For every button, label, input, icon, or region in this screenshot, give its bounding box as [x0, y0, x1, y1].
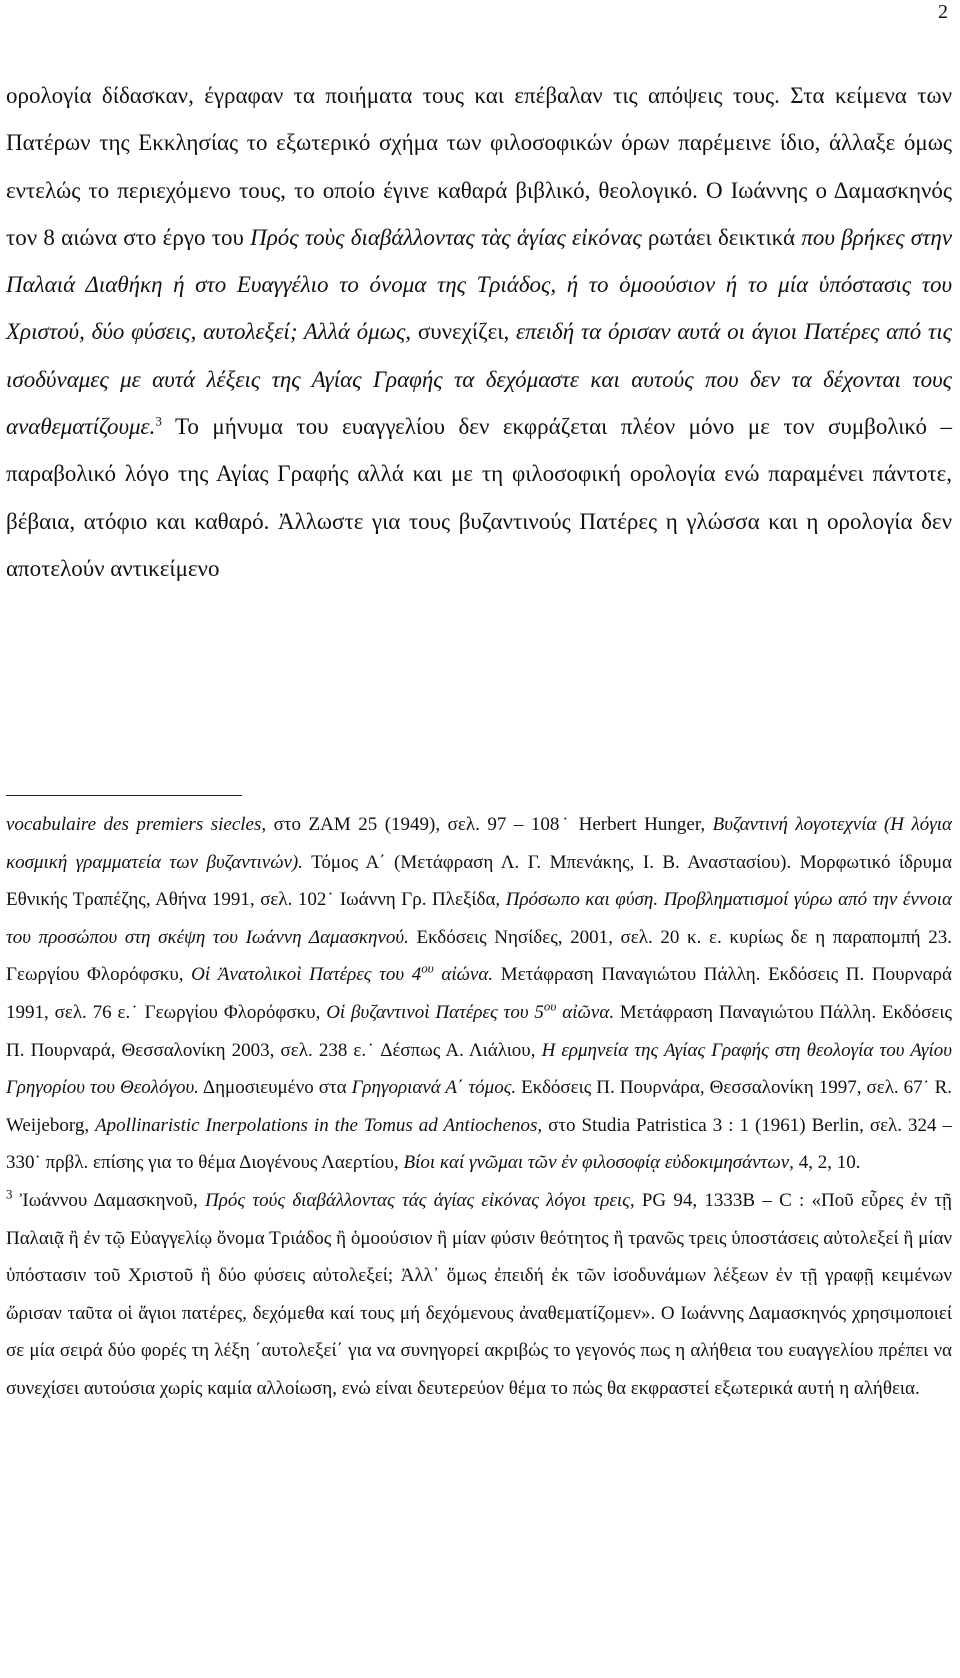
main-paragraph	[6, 72, 952, 592]
citation-italic: Βυζαντινή λογοτεχνία (Η λόγια κοσμική γραμματεία των βυζαντινών).	[6, 814, 952, 873]
citation-text: Μετάφραση Παναγιώτου Πάλλη. Εκδόσεις Π. Πουρναρά 1991, σελ. 76 ε.˙ Γεωργίου Φλορόφσκυ,	[6, 964, 952, 1023]
page-number: 2	[938, 1, 948, 23]
citation-italic: Οἱ βυζαντινοὶ Πατέρες του 5	[326, 1001, 544, 1023]
citation-italic: Βίοι καί γνῶμαι τῶν ἐν φιλοσοφίᾳ εὐδοκιμησάντων,	[403, 1152, 794, 1174]
citation-text: Μετάφραση Παναγιώτου Πάλλη. Εκδόσεις Π. Πουρναρά, Θεσσαλονίκη 2003, σελ. 238 ε.˙ Δέσπως Α. Λιάλιου,	[6, 1001, 952, 1061]
footnote-2-continuation	[6, 806, 952, 1182]
citation-text: στο Studia Patristica 3 : 1 (1961) Berlin, σελ. 324 – 330˙ πρβλ. επίσης για το θέμα Διογένους Λαερτίου,	[6, 1114, 952, 1174]
quotation-italic: που βρήκες στην Παλαιά Διαθήκη ή στο Ευαγγέλιο το όνομα της Τριάδος, ή το ὁμοούσιον ή το μία ὑπόστασις του Χριστού, δύο φύσεις, αυτολεξεί; Αλλά όμως,	[6, 224, 952, 345]
citation-italic: Πρόσωπο και φύση. Προβληματισμοί γύρω από την έννοια του προσώπου στη σκέψη του Ιωάννη Δαμασκηνού.	[6, 889, 952, 948]
ordinal-superscript: ου	[421, 961, 434, 977]
body-text-run: συνεχίζει,	[411, 319, 516, 345]
citation-text: 4, 2, 10.	[793, 1152, 861, 1174]
ordinal-superscript: ου	[543, 998, 557, 1014]
citation-italic: Η ερμηνεία της Αγίας Γραφής στη θεολογία του Αγίου Γρηγορίου του Θεολόγου.	[6, 1039, 952, 1099]
citation-text: Εκδόσεις Νησίδες, 2001, σελ. 20 κ. ε. κυρίως δε η παραπομπή 23. Γεωργίου Φλορόφσκυ,	[6, 926, 953, 986]
citation-italic: αἰώνα.	[433, 964, 494, 986]
citation-italic: Οἱ Ἀνατολικοὶ Πατέρες του 4	[191, 964, 422, 986]
footnote-reference[interactable]: 3	[155, 413, 162, 429]
body-text-run: ορολογία δίδασκαν, έγραφαν τα ποιήματα τους και επέβαλαν τις απόψεις τους. Στα κείμενα των Πατέρων της Εκκλησίας το εξωτερικό σχήμα των φιλοσοφικών όρων παρέμεινε ίδιο, άλλαξε όμως εντελώς το περιεχόμενο τους, το οποίο έγινε καθαρά βιβλικό, θεολογικό. Ο Ιωάννης ο Δαμασκηνός τον 8 αιώνα στο έργο του	[6, 83, 952, 250]
citation-text: στο ΖΑΜ 25 (1949), σελ. 97 – 108˙ Herbert Hunger,	[266, 814, 713, 835]
body-text-run: Το μήνυμα του ευαγγελίου δεν εκφράζεται πλέον μόνο με τον συμβολικό – παραβολικό λόγο της Αγίας Γραφής αλλά και με τη φιλοσοφική ορολογία ενώ παραμένει πάντοτε, βέβαια, ατόφιο και καθαρό. Ἀλλωστε για τους βυζαντινούς Πατέρες η γλώσσα και η ορολογία δεν αποτελούν αντικείμενο	[6, 414, 952, 581]
quotation-italic: επειδή τα όρισαν αυτά οι άγιοι Πατέρες από τις ισοδύναμες με αυτά λέξεις της Αγίας Γραφής τα δεχόμαστε και αυτούς που δεν τα δέχονται τους αναθεματίζουμε.	[6, 319, 952, 440]
citation-text: Δημοσιευμένο στα	[198, 1077, 352, 1099]
citation-italic: vocabulaire des premiers siecles,	[6, 814, 267, 835]
citation-text: Ἰωάννου Δαμασκηνοῦ,	[12, 1189, 206, 1211]
work-title-italic: Πρός τοὺς διαβάλλοντας τὰς ἁγίας εἰκόνας	[250, 224, 642, 250]
footnote-3	[6, 1182, 952, 1408]
footnote-separator	[6, 795, 242, 796]
body-text-run: ρωτάει δεικτικά	[641, 224, 802, 250]
citation-text: Τόμος Α΄ (Μετάφραση Λ. Γ. Μπενάκης, Ι. Β. Αναστασίου). Μορφωτικό ίδρυμα Εθνικής Τραπέζης, Αθήνα 1991, σελ. 102˙ Ιωάννη Γρ. Πλεξίδα,	[6, 851, 952, 911]
citation-italic: αἰῶνα.	[556, 1001, 615, 1023]
footnotes-section	[6, 806, 952, 1408]
citation-text: Εκδόσεις Π. Πουρνάρα, Θεσσαλονίκη 1997, σελ. 67˙ R. Weijeborg,	[6, 1077, 952, 1136]
footnote-marker: 3	[6, 1186, 13, 1202]
citation-italic: Πρός τούς διαβάλλοντας τάς ἁγίας εἰκόνας λόγοι τρεις,	[205, 1189, 635, 1211]
citation-text: PG 94, 1333B – C : «Ποῦ εὗρες ἐν τῇ Παλαιᾷ ἢ ἐν τῷ Εὐαγγελίῳ ὄνομα Τριάδος ἢ ὁμοούσιον ἢ μίαν φύσιν θεότητος ἢ τρανῶς τρεις ὑποστάσεις αὐτολεξεί ἢ μίαν ὑπόστασιν τοῦ Χριστοῦ ἢ δύο φύσεις αὐτολεξεί; Ἀλλ᾽ ὅμως ἐπειδή ἐκ τῶν ἰσοδυνάμων λέξεων ἐν τῇ γραφῇ κειμένων ὥρισαν ταῦτα οἱ ἅγιοι πατέρες, δεχόμεθα καί τους μή δεχόμενους ἀναθεματίζομεν». Ο Ιωάννης Δαμασκηνός χρησιμοποιεί σε μία σειρά δύο φορές τη λέξη ΄αυτολεξεί΄ για να συνηγορεί ακριβώς το γεγονός πως η αλήθεια του ευαγγελίου πρέπει να συνεχίσει αυτούσια χωρίς καμία αλλοίωση, ενώ είναι δευτερεύον θέμα το πώς θα εκφραστεί εξωτερικά αυτή η αλήθεια.	[6, 1189, 952, 1399]
citation-italic: Apollinaristic Inerpolations in the Tomus ad Antiochenos,	[95, 1114, 543, 1136]
citation-italic: Γρηγοριανά Α΄ τόμος.	[351, 1077, 517, 1099]
